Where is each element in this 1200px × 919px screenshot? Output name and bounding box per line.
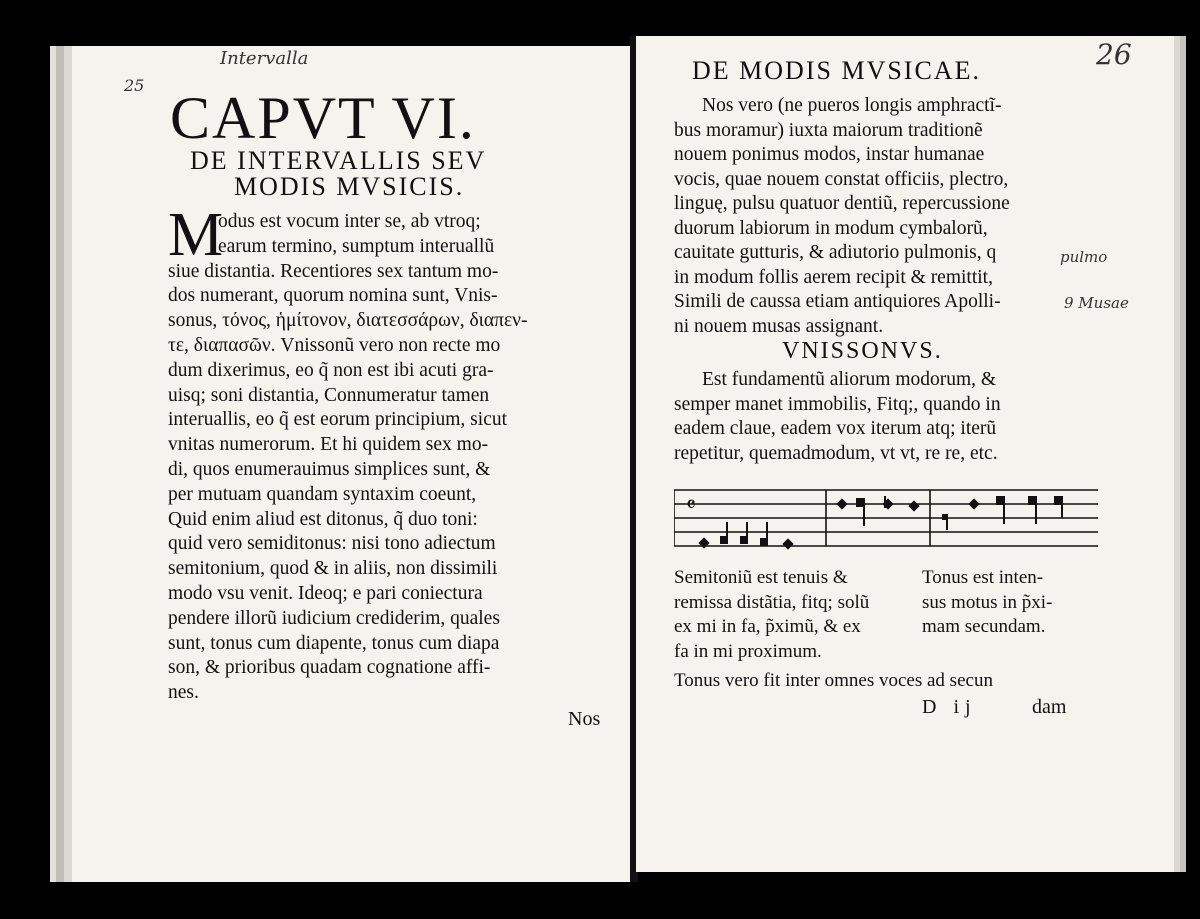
text-line: siue distantia. Recentiores sex tantum mo- xyxy=(168,260,499,282)
catchword: dam xyxy=(1032,696,1067,718)
text-line-last: Tonus vero fit inter omnes voces ad secun xyxy=(674,670,993,691)
text-line: duorum labiorum in modum cymbalorũ, xyxy=(674,217,988,239)
text-line: ex mi in fa, p̃ximũ, & ex xyxy=(674,616,861,637)
text-line: fa in mi proximum. xyxy=(674,640,822,662)
text-line: mam secundam. xyxy=(922,616,1046,637)
text-line: bus moramur) iuxta maiorum traditionẽ xyxy=(674,119,983,141)
left-page xyxy=(72,46,632,882)
text-line: sunt, tonus cum diapente, tonus cum diapa xyxy=(168,632,500,654)
page-heading: DE MODIS MVSICAE. xyxy=(692,56,981,85)
text-line: quid vero semiditonus: nisi tono adiectum xyxy=(168,533,496,555)
chapter-subtitle-line-2: MODIS MVSICIS. xyxy=(234,172,465,201)
book-spread xyxy=(42,36,1174,882)
column-tonus xyxy=(922,566,1052,640)
svg-text:𝄴: 𝄴 xyxy=(686,493,696,518)
text-line: dos numerant, quorum nomina sunt, Vnis- xyxy=(168,285,498,307)
text-line: pendere illorũ iudicium crediderim, quales xyxy=(168,607,500,629)
chapter-title: CAPVT VI. xyxy=(170,85,476,151)
catchword: Nos xyxy=(568,708,601,730)
text-line: remissa distãtia, fitq; solũ xyxy=(674,591,870,613)
text-line: odus est vocum inter se, ab vtroq; xyxy=(218,211,481,232)
text-line: repetitur, quemadmodum, vt vt, re re, etc. xyxy=(674,442,998,464)
text-line: nes. xyxy=(168,682,199,704)
section-text xyxy=(674,368,1001,466)
margin-note-pulmo: pulmo xyxy=(1060,248,1108,266)
text-line: sonus, τόνος, ἡμίτονον, διατεσσάρων, διαπεν- xyxy=(168,310,528,332)
column-semitonium xyxy=(674,566,869,664)
text-line: τε, διαπασῶν. Vnissonũ vero non recte mo xyxy=(168,334,501,356)
text-line: vocis, quae nouem constat officiis, plectro, xyxy=(674,168,1009,190)
text-line: Tonus est inten- xyxy=(922,567,1044,588)
text-line: vnitas numerorum. Et hi quidem sex mo- xyxy=(168,434,489,456)
drop-cap: M xyxy=(168,201,224,269)
section-heading: VNISSONVS. xyxy=(782,338,943,364)
left-body-text xyxy=(168,210,527,706)
right-page xyxy=(636,36,1174,872)
text-line: per mutuam quandam syntaxim coeunt, xyxy=(168,483,477,505)
text-line: Nos vero (ne pueros longis amphractĩ- xyxy=(702,95,1002,116)
text-line: interuallis, eo q̃ est eorum principium, sicut xyxy=(168,409,508,431)
text-line: linguę, pulsu quatuor dentiũ, repercussione xyxy=(674,193,1010,214)
music-staff-illustration xyxy=(674,482,1098,558)
text-line: ni nouem musas assignant. xyxy=(674,315,884,337)
text-line: sus motus in p̃xi- xyxy=(922,591,1053,613)
signature-mark: D ij xyxy=(922,696,977,718)
text-line: eadem claue, eadem vox iterum atq; iterũ xyxy=(674,418,997,439)
text-line: dum dixerimus, eo q̃ non est ibi acuti gra- xyxy=(168,359,494,381)
text-line: nouem ponimus modos, instar humanae xyxy=(674,144,985,165)
right-body-text xyxy=(674,94,1010,339)
handwritten-folio-number: 26 xyxy=(1096,38,1132,71)
text-line: Semitoniũ est tenuis & xyxy=(674,567,848,588)
text-line: di, quos enumerauimus simplices sunt, & xyxy=(168,458,491,480)
text-line: uisq; soni distantia, Connumeratur tamen xyxy=(168,384,490,406)
handwritten-page-number: 25 xyxy=(124,76,145,95)
chapter-subtitle-line-1: DE INTERVALLIS SEV xyxy=(190,146,487,175)
handwritten-note-top: Intervalla xyxy=(220,48,309,69)
text-line: son, & prioribus quadam cognatione affi- xyxy=(168,657,491,679)
text-line: semitonium, quod & in aliis, non dissimili xyxy=(168,558,498,580)
text-line: Quid enim aliud est ditonus, q̃ duo toni: xyxy=(168,508,478,530)
text-line: in modum follis aerem recipit & remittit, xyxy=(674,266,993,288)
text-line: cauitate gutturis, & adiutorio pulmonis, q xyxy=(674,242,997,263)
margin-note-musae: 9 Musae xyxy=(1064,294,1129,312)
text-line: earum termino, sumptum interuallũ xyxy=(218,235,495,257)
text-line: modo vsu venit. Ideoq; e pari coniectura xyxy=(168,582,483,604)
text-line: Simili de caussa etiam antiquiores Apolli- xyxy=(674,291,1001,312)
text-line: Est fundamentũ aliorum modorum, & xyxy=(702,369,997,390)
text-line: semper manet immobilis, Fitq;, quando in xyxy=(674,393,1001,415)
